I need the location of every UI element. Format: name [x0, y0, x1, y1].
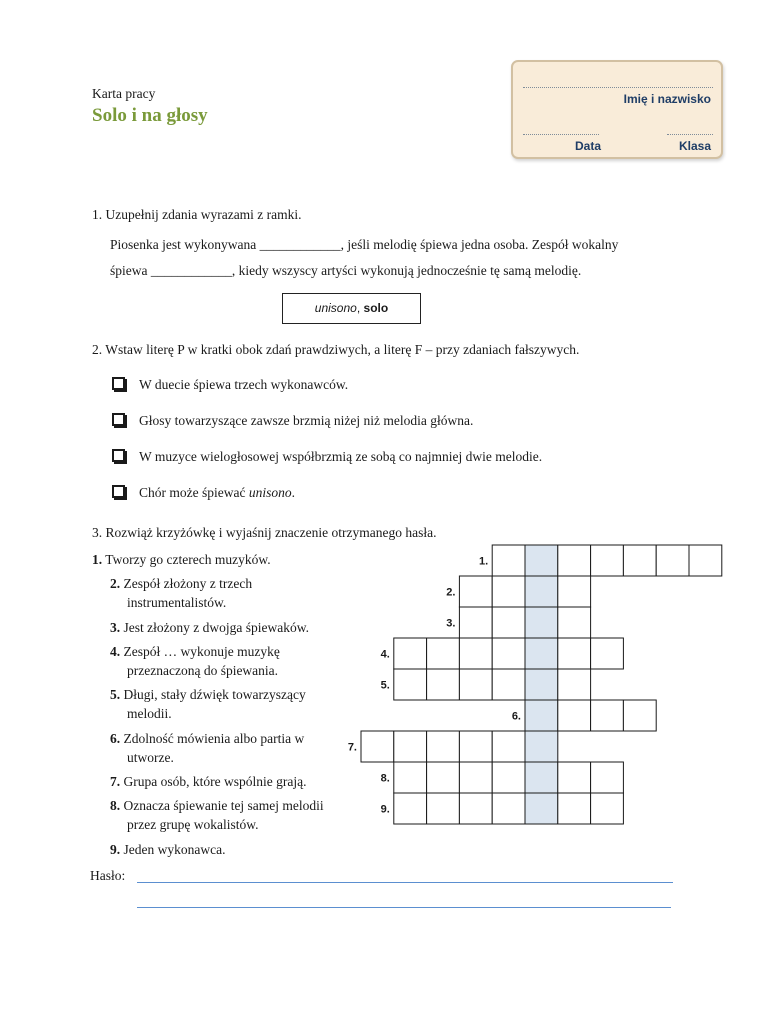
crossword-cell[interactable]	[459, 607, 492, 638]
statement-3: W muzyce wielogłosowej współbrzmią ze sobą co najmniej dwie melodie.	[139, 449, 543, 464]
statement-2: Głosy towarzyszące zawsze brzmią niżej niż melodia główna.	[139, 413, 474, 428]
task1-sentence-2: śpiewa ____________, kiedy wszyscy artyści wykonują jednocześnie tę samą melodię.	[110, 263, 582, 278]
worksheet-subtitle: Karta pracy	[92, 86, 156, 101]
task2-heading: 2. Wstaw literę P w kratki obok zdań prawdziwych, a literę F – przy zdaniach fałszywych.	[92, 342, 580, 357]
clue-7: 7. Grupa osób, które wspólnie grają.	[110, 774, 307, 789]
name-label: Imię i nazwisko	[623, 92, 711, 106]
clue-6-cont: utworze.	[127, 750, 174, 765]
clue-2-cont: instrumentalistów.	[127, 595, 227, 610]
clue-1: 1. Tworzy go czterech muzyków.	[92, 552, 271, 567]
clue-4: 4. Zespół … wykonuje muzykę	[110, 644, 280, 659]
crossword-cell[interactable]	[558, 607, 591, 638]
crossword-cell[interactable]	[427, 793, 460, 824]
crossword-cell[interactable]	[558, 638, 591, 669]
crossword-key-cell[interactable]	[525, 669, 558, 700]
crossword-key-cell[interactable]	[525, 700, 558, 731]
date-label: Data	[575, 139, 602, 153]
task1-sentence-1: Piosenka jest wykonywana ____________, jeśli melodię śpiewa jedna osoba. Zespół wokalny	[110, 237, 619, 252]
crossword-key-cell[interactable]	[525, 638, 558, 669]
crossword-key-cell[interactable]	[525, 545, 558, 576]
clue-8-cont: przez grupę wokalistów.	[127, 817, 259, 832]
crossword-cell[interactable]	[492, 576, 525, 607]
crossword-cell[interactable]	[459, 762, 492, 793]
clue-2: 2. Zespół złożony z trzech	[110, 576, 253, 591]
crossword-key-cell[interactable]	[525, 607, 558, 638]
crossword-row-number: 6.	[511, 710, 521, 723]
crossword-cell[interactable]	[558, 793, 591, 824]
crossword-cell[interactable]	[591, 793, 624, 824]
crossword-row-number: 8.	[380, 772, 390, 785]
crossword-cell[interactable]	[492, 793, 525, 824]
crossword-cell[interactable]	[394, 793, 427, 824]
crossword-key-cell[interactable]	[525, 793, 558, 824]
crossword-row-number: 4.	[380, 648, 390, 661]
crossword-cell[interactable]	[591, 762, 624, 793]
crossword-cell[interactable]	[558, 576, 591, 607]
crossword-cell[interactable]	[459, 638, 492, 669]
task1-heading: 1. Uzupełnij zdania wyrazami z ramki.	[92, 207, 302, 222]
crossword-row-number: 7.	[347, 741, 357, 754]
worksheet-title: Solo i na głosy	[92, 105, 208, 126]
word-bank-word-unisono: unisono	[314, 301, 357, 315]
crossword-cell[interactable]	[591, 545, 624, 576]
crossword-cell[interactable]	[689, 545, 722, 576]
crossword-cell[interactable]	[492, 638, 525, 669]
crossword-row-number: 5.	[380, 679, 390, 692]
crossword-cell[interactable]	[394, 731, 427, 762]
crossword-cell[interactable]	[427, 669, 460, 700]
crossword-cell[interactable]	[427, 731, 460, 762]
answer-line-2[interactable]	[137, 907, 671, 908]
crossword-cell[interactable]	[558, 545, 591, 576]
crossword-cell[interactable]	[492, 669, 525, 700]
word-bank-word-solo: solo	[363, 301, 389, 315]
answer-label: Hasło:	[90, 868, 126, 883]
clue-9: 9. Jeden wykonawca.	[110, 842, 226, 857]
crossword-cell[interactable]	[558, 669, 591, 700]
crossword-cell[interactable]	[558, 762, 591, 793]
crossword-cell[interactable]	[394, 669, 427, 700]
crossword-cell[interactable]	[623, 700, 656, 731]
crossword-row-number: 9.	[380, 803, 390, 816]
clue-5: 5. Długi, stały dźwięk towarzyszący	[110, 687, 306, 702]
crossword-row-number: 1.	[479, 555, 489, 568]
word-bank-separator: ,	[356, 301, 364, 315]
crossword-cell[interactable]	[459, 731, 492, 762]
clue-3: 3. Jest złożony z dwojga śpiewaków.	[110, 620, 309, 635]
task3-heading: 3. Rozwiąż krzyżówkę i wyjaśnij znaczenie otrzymanego hasła.	[92, 525, 437, 540]
clue-8: 8. Oznacza śpiewanie tej samej melodii	[110, 798, 324, 813]
crossword-cell[interactable]	[459, 793, 492, 824]
crossword-cell[interactable]	[492, 545, 525, 576]
statement-4: Chór może śpiewać unisono.	[139, 485, 295, 500]
class-label: Klasa	[678, 139, 711, 153]
crossword-cell[interactable]	[427, 638, 460, 669]
crossword-cell[interactable]	[492, 762, 525, 793]
answer-line-1[interactable]	[137, 882, 673, 883]
clue-4-cont: przeznaczoną do śpiewania.	[127, 663, 279, 678]
clue-6: 6. Zdolność mówienia albo partia w	[110, 731, 305, 746]
crossword-cell[interactable]	[427, 762, 460, 793]
crossword-cell[interactable]	[492, 607, 525, 638]
crossword-row-number: 3.	[446, 617, 456, 630]
crossword-cell[interactable]	[591, 638, 624, 669]
crossword-cell[interactable]	[656, 545, 689, 576]
crossword-row-number: 2.	[446, 586, 456, 599]
crossword-cell[interactable]	[591, 700, 624, 731]
crossword-cell[interactable]	[459, 669, 492, 700]
crossword-cell[interactable]	[394, 762, 427, 793]
crossword-cell[interactable]	[361, 731, 394, 762]
crossword-key-cell[interactable]	[525, 576, 558, 607]
statement-1: W duecie śpiewa trzech wykonawców.	[139, 377, 349, 392]
crossword-cell[interactable]	[394, 638, 427, 669]
crossword-key-cell[interactable]	[525, 762, 558, 793]
crossword-cell[interactable]	[492, 731, 525, 762]
crossword-cell[interactable]	[623, 545, 656, 576]
crossword-cell[interactable]	[558, 700, 591, 731]
clue-5-cont: melodii.	[127, 706, 172, 721]
crossword-cell[interactable]	[459, 576, 492, 607]
crossword-key-cell[interactable]	[525, 731, 558, 762]
